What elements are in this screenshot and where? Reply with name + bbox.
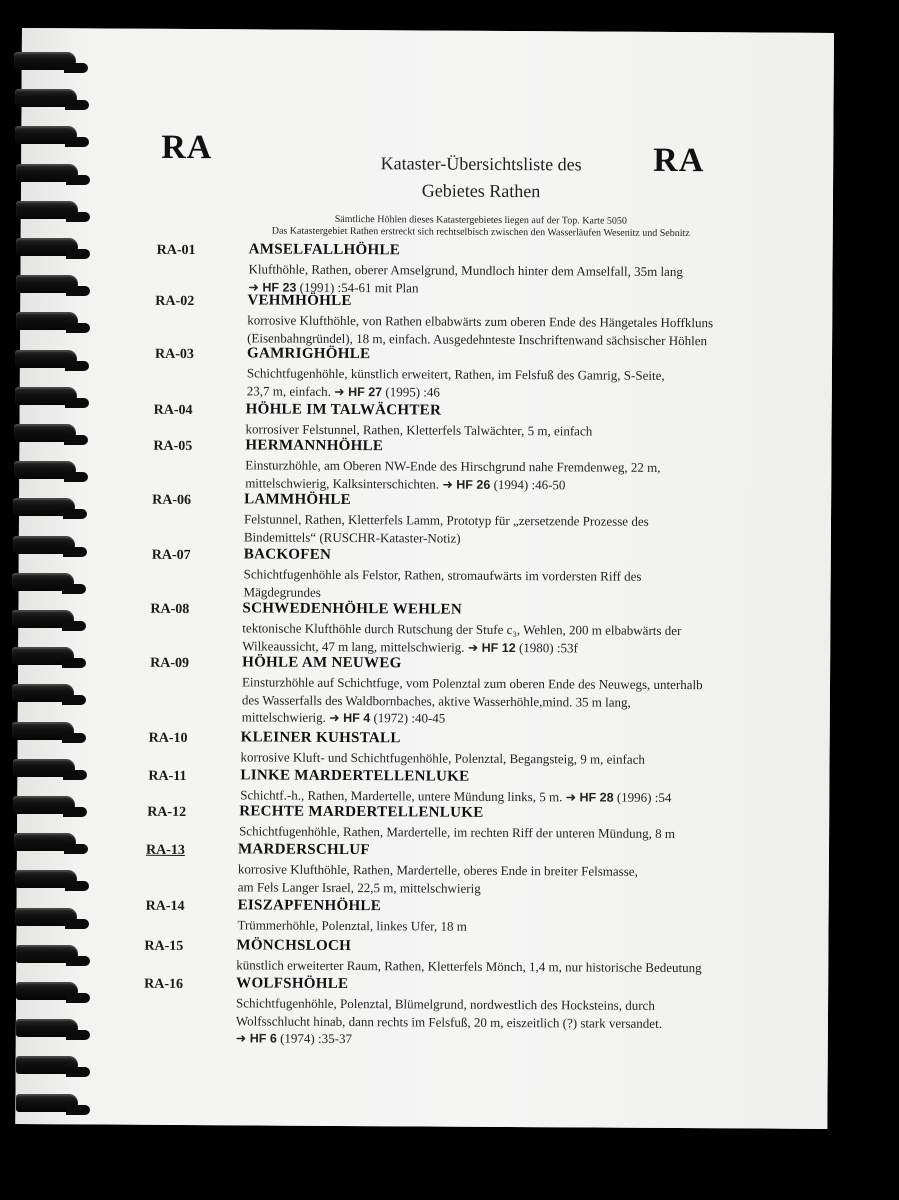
binding-coil <box>16 275 78 293</box>
description-line: Bindemittels“ (RUSCHR-Kataster-Notiz) <box>243 528 461 546</box>
binding-coil <box>16 312 78 330</box>
entry-name: HÖHLE AM NEUWEG <box>242 654 402 672</box>
entry-code: RA-10 <box>148 730 188 747</box>
entry-description <box>244 565 748 603</box>
coil-tip <box>63 770 87 780</box>
binding-coil <box>16 1056 78 1074</box>
coil-tip <box>66 212 90 222</box>
coil-tip <box>63 807 87 817</box>
entry-code: RA-03 <box>154 346 194 363</box>
entry-description <box>245 456 749 495</box>
coil-tip <box>65 919 89 929</box>
binding-coil <box>16 1094 78 1112</box>
binding-coil <box>12 722 74 740</box>
coil-tip <box>64 844 88 854</box>
coil-tip <box>64 63 88 73</box>
entry-code: RA-16 <box>144 976 184 993</box>
entry-code: RA-05 <box>153 438 193 455</box>
binding-coil <box>15 126 77 144</box>
reference-prefix: Wilkeaussicht, 47 m lang, mittelschwierig. <box>242 637 468 655</box>
binding-coil <box>16 1019 78 1037</box>
entry-code: RA-13 <box>145 842 185 859</box>
entry-code: RA-02 <box>155 293 195 310</box>
description-line: korrosiver Felstunnel, Rathen, Kletterfels Talwächter, 5 m, einfach <box>245 421 593 439</box>
description-line: Schichtfugenhöhle, Rathen, Mardertelle, im rechten Riff der unteren Mündung, 8 m <box>239 823 676 842</box>
binding-coil <box>14 52 76 70</box>
coil-tip <box>66 956 90 966</box>
entry-name: LINKE MARDERTELLENLUKE <box>240 767 470 785</box>
area-code-left: RA <box>161 128 213 167</box>
description-line: des Wasserfalls des Waldbornbaches, aktive Wasserhöhle,mind. 35 m lang, <box>241 691 631 710</box>
coil-tip <box>62 695 86 705</box>
description-line: Wolfsschlucht hinab, dann rechts im Felsfuß, 20 m, eiszeitlich (?) stark versandet. <box>235 1012 663 1031</box>
binding-coil <box>14 461 76 479</box>
coil-tip <box>66 323 90 333</box>
hf-reference: ➜ HF 6 <box>235 1031 277 1046</box>
entry-code: RA-08 <box>150 601 190 618</box>
entry-code: RA-01 <box>156 242 196 259</box>
coil-tip <box>65 881 89 891</box>
reference-tail: (1980) :53f <box>515 639 578 655</box>
entry-description <box>247 364 751 403</box>
reference-tail: (1996) :54 <box>613 789 672 805</box>
entry-name: WOLFSHÖHLE <box>236 975 349 993</box>
hf-reference: ➜ HF 12 <box>467 640 516 655</box>
description-line: Einsturzhöhle auf Schichtfuge, vom Polenztal zum oberen Ende des Neuwegs, unterhalb <box>241 674 703 693</box>
page-title-line1: Kataster-Übersichtsliste des <box>380 153 582 175</box>
entry-description <box>244 510 748 548</box>
entry-description <box>236 994 740 1051</box>
entry-code: RA-04 <box>153 402 193 419</box>
reference-line <box>242 708 746 730</box>
coil-tip <box>66 286 90 296</box>
reference-tail: (1994) :46-50 <box>490 476 566 492</box>
coil-tip <box>66 1030 90 1040</box>
hf-reference: ➜ HF 23 <box>248 279 297 295</box>
reference-prefix: 23,7 m, einfach. <box>246 382 335 399</box>
entry-description <box>236 956 740 977</box>
binding-coil <box>12 573 74 591</box>
description-line: Klufthöhle, Rathen, oberer Amselgrund, Mundloch hinter dem Amselfall, 35m lang <box>248 261 683 280</box>
binding-coil <box>14 833 76 851</box>
reference-tail: (1995) :46 <box>382 383 440 400</box>
binding-coil <box>12 610 74 628</box>
coil-tip <box>62 658 86 668</box>
hf-reference: ➜ HF 28 <box>565 790 614 805</box>
hf-reference: ➜ HF 4 <box>329 710 371 726</box>
coil-tip <box>65 398 89 408</box>
binding-coil <box>13 536 75 554</box>
binding-coil <box>12 684 74 702</box>
binding-coil <box>13 796 75 814</box>
page-title-line2: Gebietes Rathen <box>421 180 541 202</box>
description-line: tektonische Klufthöhle durch Rutschung der Stufe c₃, Wehlen, 200 m elbabwärts der <box>242 620 682 639</box>
reference-prefix: Schichtf.-h., Rathen, Mardertelle, untere Mündung links, 5 m. <box>240 787 566 805</box>
reference-prefix: mittelschwierig, Kalksinterschichten. <box>245 474 443 492</box>
entry-name: HÖHLE IM TALWÄCHTER <box>245 401 442 419</box>
entry-name: VEHMHÖHLE <box>247 292 352 310</box>
note-line2: Das Katastergebiet Rathen erstreckt sich rechtselbisch zwischen den Wasserläufen Wesenitz und Sebnitz <box>271 225 690 240</box>
binding-coil <box>13 498 75 516</box>
document-page <box>15 28 834 1129</box>
description-line: korrosive Klufthöhle, Rathen, Mardertelle, oberes Ende in breiter Felsmasse, <box>237 861 638 879</box>
entry-name: AMSELFALLHÖHLE <box>248 241 401 259</box>
coil-tip <box>66 249 90 259</box>
entry-description <box>242 673 746 730</box>
entry-description <box>237 916 741 937</box>
entry-name: SCHWEDENHÖHLE WEHLEN <box>242 600 463 618</box>
entry-code: RA-11 <box>148 768 187 785</box>
entry-name: EISZAPFENHÖHLE <box>237 897 382 915</box>
entry-name: LAMMHÖHLE <box>244 491 352 509</box>
description-line: künstlich erweiterter Raum, Rathen, Kletterfels Mönch, 1,4 m, nur historische Bedeutung <box>236 957 702 976</box>
binding-coil <box>16 238 78 256</box>
coil-tip <box>64 472 88 482</box>
description-line: Schichtfugenhöhle, künstlich erweitert, Rathen, im Felsfuß des Gamrig, S-Seite, <box>246 365 665 383</box>
entry-description <box>239 822 743 843</box>
entry-name: GAMRIGHÖHLE <box>246 345 371 363</box>
binding-coil <box>15 350 77 368</box>
entry-code: RA-06 <box>152 492 192 509</box>
binding-coil <box>16 201 78 219</box>
coil-tip <box>62 621 86 631</box>
reference-tail: (1972) :40-45 <box>370 710 446 726</box>
coil-tip <box>64 435 88 445</box>
coil-tip <box>66 1067 90 1077</box>
coil-tip <box>63 547 87 557</box>
description-line: korrosive Kluft- und Schichtfugenhöhle, Polenztal, Begangsteig, 9 m, einfach <box>240 749 645 767</box>
binding-coil <box>15 870 77 888</box>
binding-coil <box>14 424 76 442</box>
reference-tail: (1974) :35-37 <box>276 1030 353 1047</box>
entry-description <box>240 748 744 769</box>
entry-code: RA-07 <box>151 547 191 564</box>
area-code-right: RA <box>653 141 705 180</box>
entry-code: RA-15 <box>144 938 184 955</box>
description-line: korrosive Klufthöhle, von Rathen elbabwärts zum oberen Ende des Hängetales Hoffkluns <box>247 312 714 331</box>
description-line: Trümmerhöhle, Polenztal, linkes Ufer, 18 m <box>237 917 467 934</box>
description-line: (Eisenbahngründel), 18 m, einfach. Ausgedehnteste Inschriftenwand sächsischer Höhlen <box>247 329 708 348</box>
note-line1: Sämtliche Höhlen dieses Katastergebietes liegen auf der Top. Karte 5050 <box>334 213 627 227</box>
description-line: Einsturzhöhle, am Oberen NW-Ende des Hirschgrund nahe Fremdenweg, 22 m, <box>245 457 661 475</box>
entry-name: HERMANNHÖHLE <box>245 437 384 455</box>
description-line: am Fels Langer Israel, 22,5 m, mittelschwierig <box>237 878 481 896</box>
coil-tip <box>63 509 87 519</box>
coil-tip <box>66 175 90 185</box>
entry-name: MÖNCHSLOCH <box>236 937 352 955</box>
entry-name: RECHTE MARDERTELLENLUKE <box>239 803 484 821</box>
entry-code: RA-12 <box>147 804 187 821</box>
entry-name: KLEINER KUHSTALL <box>240 729 401 747</box>
entry-code: RA-14 <box>145 898 185 915</box>
reference-tail: (1991) :54-61 mit Plan <box>296 279 419 295</box>
reference-prefix: mittelschwierig. <box>241 709 330 725</box>
binding-coil <box>16 982 78 1000</box>
binding-coil <box>15 89 77 107</box>
hf-reference: ➜ HF 26 <box>442 477 491 492</box>
reference-line <box>247 382 751 404</box>
binding-coil <box>16 164 78 182</box>
coil-tip <box>65 137 89 147</box>
binding-coil <box>15 908 77 926</box>
coil-tip <box>62 584 86 594</box>
binding-coil <box>12 647 74 665</box>
coil-tip <box>66 993 90 1003</box>
entry-description <box>247 311 751 349</box>
description-line: Schichtfugenhöhle als Felstor, Rathen, stromaufwärts im vordersten Riff des <box>243 566 642 584</box>
coil-tip <box>66 1105 90 1115</box>
reference-line <box>236 1029 740 1051</box>
coil-tip <box>65 100 89 110</box>
description-line: Felstunnel, Rathen, Kletterfels Lamm, Prototyp für „zersetzende Prozesse des <box>243 511 649 529</box>
hf-reference: ➜ HF 27 <box>334 384 383 399</box>
coil-tip <box>62 733 86 743</box>
binding-coil <box>13 759 75 777</box>
coil-tip <box>65 361 89 371</box>
binding-coil <box>16 945 78 963</box>
binding-coil <box>15 387 77 405</box>
entry-description <box>242 619 746 658</box>
entry-description <box>238 860 742 898</box>
entry-name: MARDERSCHLUF <box>237 841 370 859</box>
description-line: Mägdegrundes <box>243 583 321 600</box>
description-line: Schichtfugenhöhle, Polenztal, Blümelgrund, nordwestlich des Hocksteins, durch <box>236 995 655 1013</box>
entry-name: BACKOFEN <box>243 546 332 563</box>
entry-code: RA-09 <box>150 655 190 672</box>
